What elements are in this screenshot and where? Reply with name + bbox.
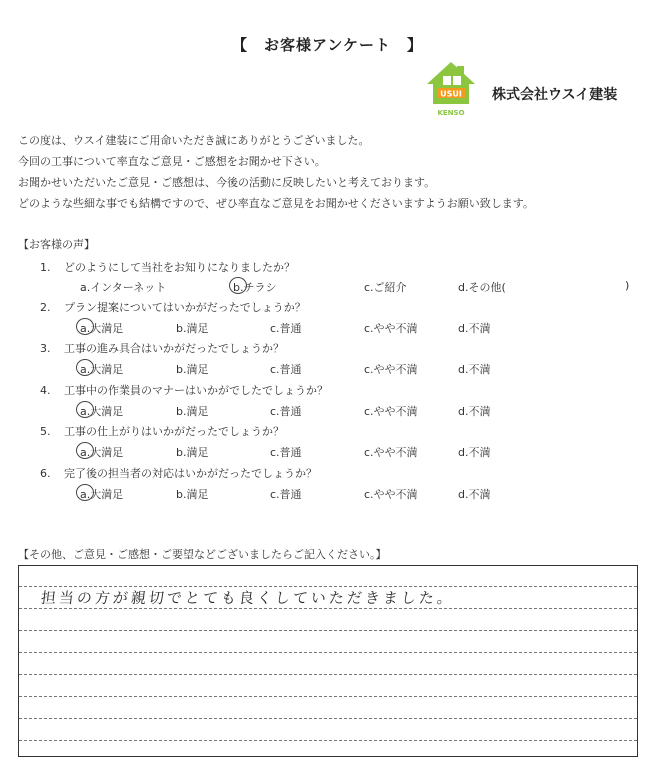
option-very-satisfied[interactable]: a.大満足 <box>80 403 123 419</box>
question-1-options <box>0 279 655 295</box>
question-text: 完了後の担当者の対応はいかがだったでしょうか？ <box>64 467 317 480</box>
question-5 <box>40 423 284 439</box>
option-dissatisfied[interactable]: d.不満 <box>458 322 491 335</box>
question-text: 工事中の作業員のマナーはいかがでしたでしょうか？ <box>64 384 328 397</box>
option-normal[interactable]: c.普通 <box>270 363 302 376</box>
option-dissatisfied[interactable]: d.不満 <box>458 405 491 418</box>
question-1 <box>40 259 295 275</box>
intro-line: お聞かせいただいたご意見・ご感想は、今後の活動に反映したいと考えております。 <box>18 176 436 189</box>
question-4-options <box>0 403 655 419</box>
option-dissatisfied[interactable]: d.不満 <box>458 488 491 501</box>
option-referral[interactable]: c.ご紹介 <box>364 281 407 294</box>
ruled-line <box>19 652 637 653</box>
selected-circle-icon <box>76 401 94 418</box>
option-normal[interactable]: c.普通 <box>270 446 302 459</box>
selected-circle-icon <box>76 318 94 335</box>
question-number: 2. <box>40 301 51 314</box>
option-normal[interactable]: c.普通 <box>270 322 302 335</box>
intro-line: この度は、ウスイ建装にご用命いただき誠にありがとうございました。 <box>18 134 370 147</box>
usui-kenso-logo-icon <box>425 60 477 118</box>
option-somewhat-dissatisfied[interactable]: c.やや不満 <box>364 363 418 376</box>
option-very-satisfied[interactable]: a.大満足 <box>80 444 123 460</box>
ruled-line <box>19 696 637 697</box>
company-name: 株式会社ウスイ建装 <box>492 87 618 103</box>
selected-circle-icon <box>76 359 94 376</box>
selected-circle-icon <box>76 442 94 459</box>
option-satisfied[interactable]: b.満足 <box>176 322 209 335</box>
question-text: 工事の仕上がりはいかがだったでしょうか？ <box>64 425 284 438</box>
option-normal[interactable]: c.普通 <box>270 488 302 501</box>
option-very-satisfied[interactable]: a.大満足 <box>80 486 123 502</box>
question-4 <box>40 382 328 398</box>
selected-circle-icon <box>229 277 247 294</box>
question-text: どのようにして当社をお知りになりましたか？ <box>64 261 295 274</box>
option-satisfied[interactable]: b.満足 <box>176 405 209 418</box>
option-other-close: ) <box>625 279 630 292</box>
intro-line: 今回の工事について率直なご意見・ご感想をお聞かせ下さい。 <box>18 155 326 168</box>
selected-circle-icon <box>76 484 94 501</box>
option-somewhat-dissatisfied[interactable]: c.やや不満 <box>364 488 418 501</box>
ruled-line <box>19 674 637 675</box>
section-title: 【お客様の声】 <box>18 238 95 251</box>
comment-heading: 【その他、ご意見・ご感想・ご要望などございましたらご記入ください。】 <box>18 548 387 561</box>
svg-text:KENSO: KENSO <box>437 109 465 117</box>
intro-text <box>18 130 534 214</box>
question-5-options <box>0 444 655 460</box>
question-number: 4. <box>40 384 51 397</box>
option-very-satisfied[interactable]: a.大満足 <box>80 320 123 336</box>
question-2 <box>40 299 306 315</box>
option-satisfied[interactable]: b.満足 <box>176 363 209 376</box>
ruled-line <box>19 630 637 631</box>
option-satisfied[interactable]: b.満足 <box>176 446 209 459</box>
question-number: 6. <box>40 467 51 480</box>
question-3-options <box>0 361 655 377</box>
question-3 <box>40 340 284 356</box>
option-flyer[interactable]: b.チラシ <box>233 279 276 295</box>
option-satisfied[interactable]: b.満足 <box>176 488 209 501</box>
question-2-options <box>0 320 655 336</box>
ruled-line <box>19 718 637 719</box>
option-normal[interactable]: c.普通 <box>270 405 302 418</box>
option-other[interactable]: d.その他( <box>458 281 506 294</box>
page-title: 【 お客様アンケート 】 <box>231 36 424 54</box>
handwritten-comment-text: 担当の方が親切でとても良くしていただきました。 <box>40 589 456 607</box>
comment-box[interactable] <box>18 565 638 757</box>
handwritten-comment <box>41 584 601 614</box>
question-number: 1. <box>40 261 51 274</box>
option-very-satisfied[interactable]: a.大満足 <box>80 361 123 377</box>
option-somewhat-dissatisfied[interactable]: c.やや不満 <box>364 446 418 459</box>
question-number: 5. <box>40 425 51 438</box>
option-internet[interactable]: a.インターネット <box>80 281 167 294</box>
question-6-options <box>0 486 655 502</box>
intro-line: どのような些細な事でも結構ですので、ぜひ率直なご意見をお聞かせくださいますようお願い致します。 <box>18 197 534 210</box>
option-dissatisfied[interactable]: d.不満 <box>458 363 491 376</box>
svg-text:USUI: USUI <box>440 89 462 99</box>
question-6 <box>40 465 317 481</box>
question-number: 3. <box>40 342 51 355</box>
option-dissatisfied[interactable]: d.不満 <box>458 446 491 459</box>
option-somewhat-dissatisfied[interactable]: c.やや不満 <box>364 405 418 418</box>
question-text: プラン提案についてはいかがだったでしょうか？ <box>64 301 306 314</box>
ruled-line <box>19 740 637 741</box>
question-text: 工事の進み具合はいかがだったでしょうか？ <box>64 342 284 355</box>
option-somewhat-dissatisfied[interactable]: c.やや不満 <box>364 322 418 335</box>
